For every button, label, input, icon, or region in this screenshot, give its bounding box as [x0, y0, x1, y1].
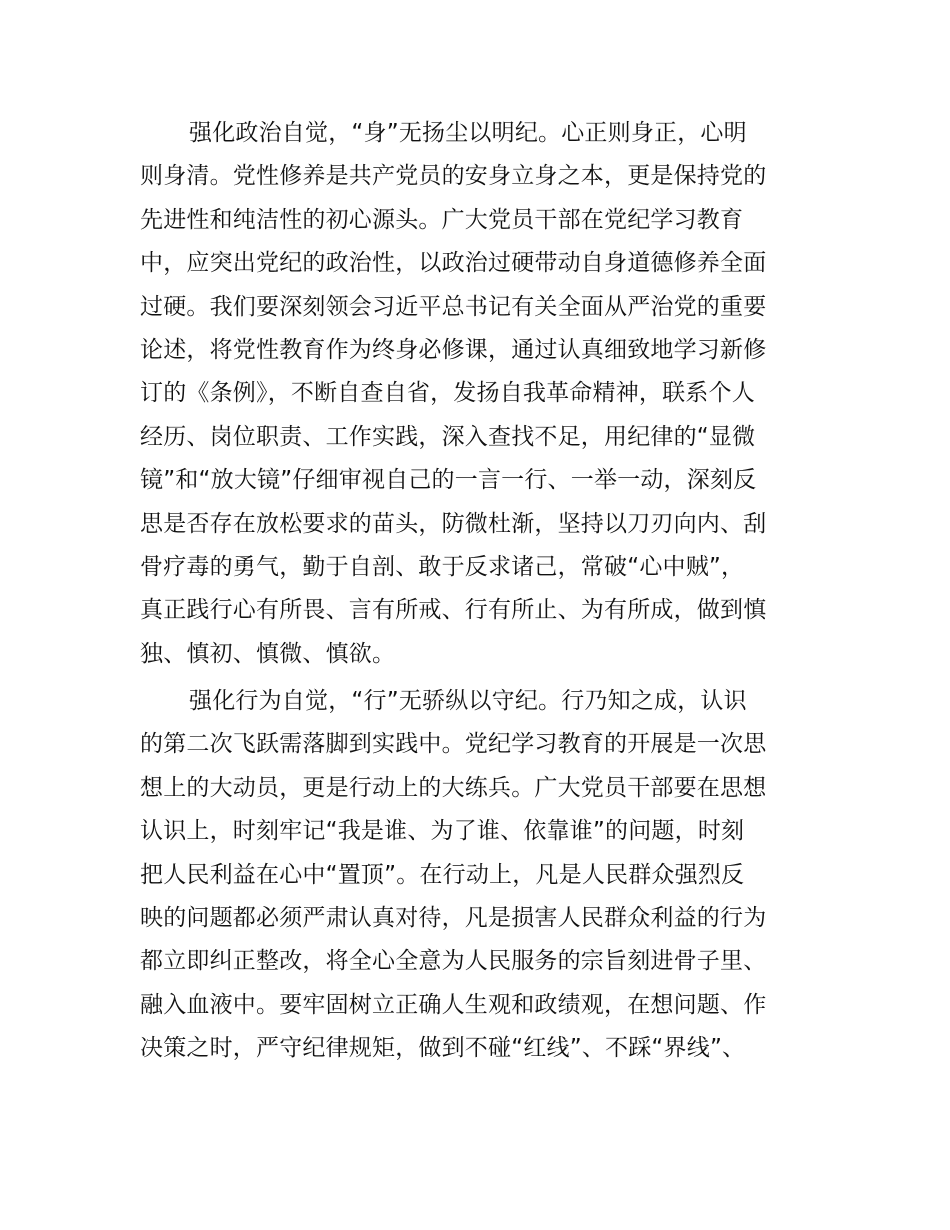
text-line: 强化政治自觉，“身”无扬尘以明纪。心正则身正，心明	[189, 120, 747, 146]
text-line: 论述，将党性教育作为终身必修课，通过认真细致地学习新修	[140, 336, 767, 363]
text-line: 经历、岗位职责、工作实践，深入查找不足，用纪律的“显微	[140, 423, 756, 450]
text-line: 独、慎初、慎微、慎欲。	[140, 640, 396, 667]
text-line: 强化行为自觉，“行”无骄纵以守纪。行乃知之成，认识	[189, 688, 747, 715]
text-line: 先进性和纯洁性的初心源头。广大党员干部在党纪学习教育	[140, 206, 744, 233]
text-line: 过硬。我们要深刻领会习近平总书记有关全面从严治党的重要	[140, 293, 767, 320]
text-line: 决策之时，严守纪律规矩，做到不碰“红线”、不踩“界线”、	[140, 1035, 746, 1062]
text-line: 把人民利益在心中“置顶”。在行动上，凡是人民群众强烈反	[140, 861, 745, 888]
text-line: 都立即纠正整改，将全心全意为人民服务的宗旨刻进骨子里、	[140, 948, 767, 975]
text-line: 认识上，时刻牢记“我是谁、为了谁、依靠谁”的问题，时刻	[140, 818, 745, 845]
text-line: 则身清。党性修养是共产党员的安身立身之本，更是保持党的	[140, 163, 767, 190]
paragraph-political-consciousness	[140, 112, 812, 676]
text-line: 骨疗毒的勇气，勤于自剖、敢于反求诸己，常破“心中贼”，	[140, 553, 745, 580]
text-line: 中，应突出党纪的政治性，以政治过硬带动自身道德修养全面	[140, 250, 767, 277]
text-line: 订的《条例》，不断自查自省，发扬自我革命精神，联系个人	[140, 380, 755, 407]
text-line: 想上的大动员，更是行动上的大练兵。广大党员干部要在思想	[140, 774, 767, 801]
text-line: 思是否存在放松要求的苗头，防微杜渐，坚持以刀刃向内、刮	[140, 510, 767, 537]
document-body	[140, 112, 812, 1071]
text-line: 真正践行心有所畏、言有所戒、行有所止、为有所成，做到慎	[140, 597, 767, 624]
paragraph-behavioral-consciousness	[140, 680, 812, 1071]
text-line: 映的问题都必须严肃认真对待，凡是损害人民群众利益的行为	[140, 905, 767, 932]
text-line: 的第二次飞跃需落脚到实践中。党纪学习教育的开展是一次思	[140, 731, 767, 758]
text-line: 镜”和“放大镜”仔细审视自己的一言一行、一举一动，深刻反	[140, 467, 757, 494]
text-line: 融入血液中。要牢固树立正确人生观和政绩观，在想问题、作	[140, 991, 767, 1018]
